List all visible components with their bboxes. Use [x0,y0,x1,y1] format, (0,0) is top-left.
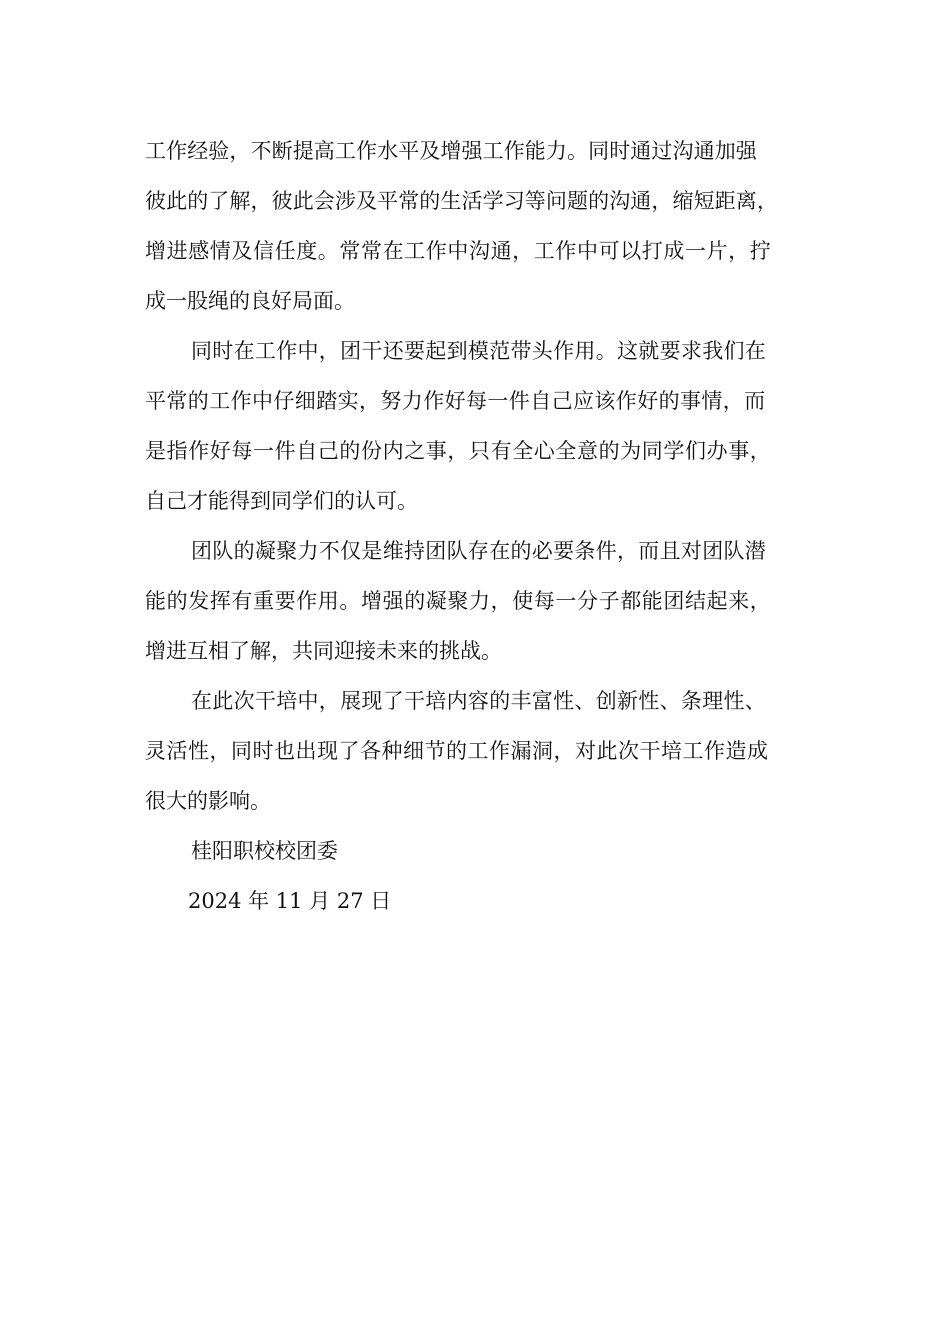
text-line: 自己才能得到同学们的认可。 [145,489,418,513]
text-line: 增进互相了解，共同迎接未来的挑战。 [145,639,502,663]
paragraph-first-line: 同时在工作中，团干还要起到模范带头作用。这就要求我们在 [191,339,767,363]
paragraph-first-line: 在此次干培中，展现了干培内容的丰富性、创新性、条理性、 [191,689,767,713]
text-line: 平常的工作中仔细踏实，努力作好每一件自己应该作好的事情，而 [145,389,766,413]
signature: 桂阳职校校团委 [191,839,338,863]
text-line: 工作经验，不断提高工作水平及增强工作能力。同时通过沟通加强 [145,139,757,163]
document-date: 2024 年 11 月 27 日 [188,889,392,913]
text-line: 很大的影响。 [145,789,271,813]
text-line: 增进感情及信任度。常常在工作中沟通，工作中可以打成一片，拧 [145,239,772,263]
text-line: 是指作好每一件自己的份内之事，只有全心全意的为同学们办事， [145,439,772,463]
text-line: 灵活性，同时也出现了各种细节的工作漏洞，对此次干培工作造成 [145,739,769,763]
paragraph-first-line: 团队的凝聚力不仅是维持团队存在的必要条件，而且对团队潜 [191,539,767,563]
text-line: 彼此的了解，彼此会涉及平常的生活学习等问题的沟通，缩短距离， [145,189,778,213]
document-body [145,129,825,929]
text-line: 能的发挥有重要作用。增强的凝聚力，使每一分子都能团结起来， [145,589,772,613]
text-line: 成一股绳的良好局面。 [145,289,355,313]
